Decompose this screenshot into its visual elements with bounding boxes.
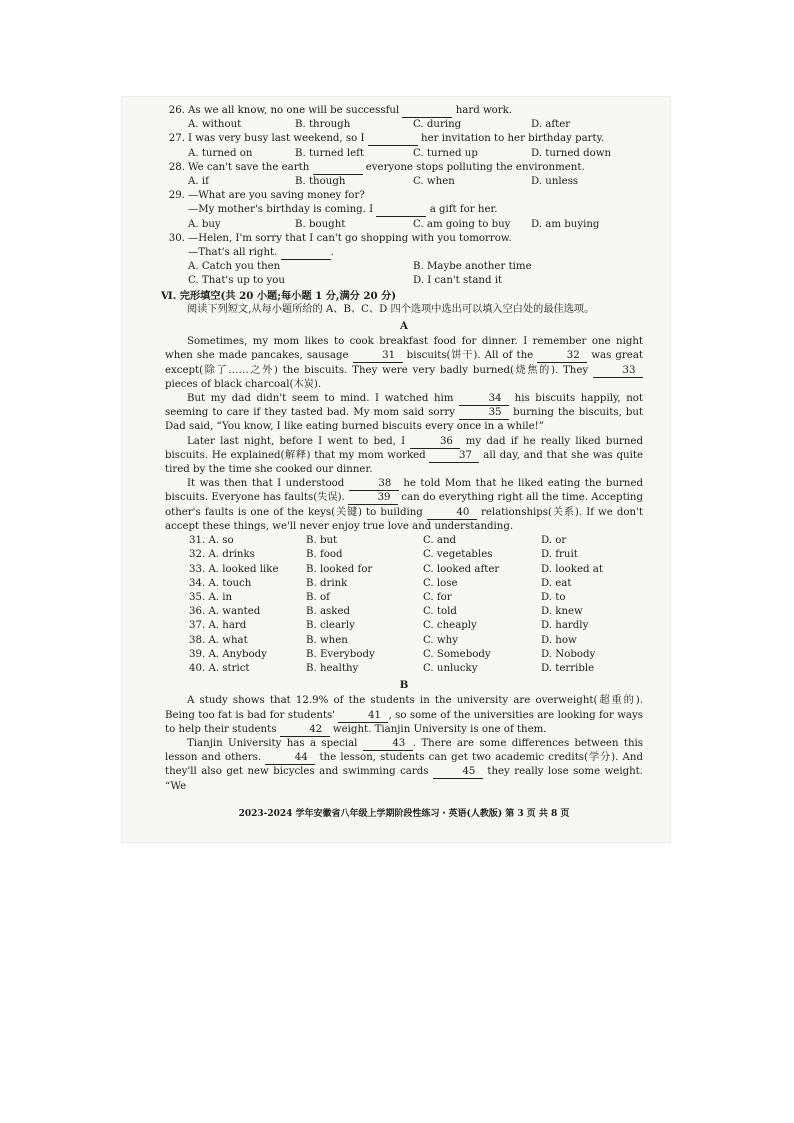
question-number: 28.	[168, 161, 185, 173]
option[interactable]: D. Nobody	[541, 648, 596, 660]
question-number: 26.	[168, 105, 185, 116]
cloze-blank[interactable]: 41	[338, 710, 388, 723]
passage-text: he told Mom that he liked eating the burned biscuits. Everyone has faults(失误).	[165, 478, 643, 504]
option[interactable]: 32. A. drinks	[189, 549, 255, 561]
option[interactable]: C. turned up	[413, 147, 478, 159]
cloze-option-row	[165, 634, 643, 648]
question-29	[165, 189, 643, 232]
cloze-option-row	[165, 577, 643, 591]
passage-text: the lesson, students can get two academic credits(学分). And they'll also get new bicycles and swimming cards	[165, 752, 643, 778]
question-number: 30.	[168, 232, 185, 244]
option[interactable]: C. am going to buy	[413, 218, 511, 230]
option[interactable]: D. unless	[531, 176, 579, 188]
option[interactable]: C. for	[423, 591, 452, 603]
passage-text: burning the biscuits, but Dad said, “You know, I like eating burned biscuits every once in a while!”	[165, 407, 643, 433]
option[interactable]: B. but	[306, 535, 338, 547]
option[interactable]: D. knew	[541, 606, 583, 618]
cloze-blank[interactable]: 44	[265, 752, 315, 765]
cloze-option-row	[165, 534, 643, 548]
option[interactable]: B. turned left	[295, 147, 364, 159]
option[interactable]: B. though	[295, 176, 346, 188]
option[interactable]: 35. A. in	[189, 591, 233, 603]
question-line: —What are you saving money for?	[188, 190, 365, 202]
section-instruction: 阅读下列短文,从每小题所给的 A、B、C、D 四个选项中选出可以填入空白处的最佳选项。	[187, 303, 595, 315]
cloze-blank[interactable]: 39	[348, 492, 398, 505]
question-line-2: —That's all right. .	[188, 247, 334, 259]
option[interactable]: D. am buying	[531, 218, 600, 230]
option[interactable]: B. healthy	[306, 662, 359, 674]
passage-text: weight. Tianjin University is one of them.	[329, 723, 547, 735]
option[interactable]: C. That's up to you	[188, 275, 285, 287]
question-number: 29.	[168, 190, 185, 202]
passage-text: relationships(关系). If we don't accept these things, we'll never enjoy true love and understanding.	[165, 506, 643, 532]
exam-page	[161, 104, 644, 794]
passage-text: , so some of the universities are looking for ways to help their students	[165, 709, 643, 735]
cloze-option-row	[165, 662, 643, 676]
option[interactable]: A. Catch you then	[188, 261, 281, 273]
option[interactable]: D. turned down	[531, 147, 612, 159]
passage-text: pieces of black charcoal(木炭).	[165, 378, 322, 390]
passage-text: my dad if he really liked burned biscuits. He explained(解释) that my mom worked	[165, 435, 643, 461]
option[interactable]: 39. A. Anybody	[189, 648, 267, 660]
multiple-choice-block	[165, 104, 643, 189]
answer-blank[interactable]	[402, 105, 452, 118]
answer-blank[interactable]	[368, 133, 418, 146]
option[interactable]: B. of	[306, 591, 330, 603]
passage-paragraph	[165, 694, 643, 737]
cloze-blank[interactable]: 37	[429, 450, 479, 463]
option[interactable]: C. unlucky	[423, 662, 478, 674]
cloze-option-row	[165, 619, 643, 633]
cloze-option-row	[165, 605, 643, 619]
option[interactable]: D. how	[541, 634, 577, 646]
option[interactable]: B. Maybe another time	[413, 261, 532, 273]
cloze-blank[interactable]: 40	[427, 507, 477, 520]
option[interactable]: B. when	[306, 634, 348, 646]
option[interactable]: D. or	[541, 535, 567, 547]
cloze-blank[interactable]: 32	[537, 350, 587, 363]
cloze-blank[interactable]: 42	[280, 724, 330, 737]
option[interactable]: C. when	[413, 176, 455, 188]
answer-options	[165, 260, 643, 288]
question-28	[165, 161, 643, 189]
option[interactable]: C. lose	[423, 577, 458, 589]
cloze-option-row	[165, 591, 643, 605]
option[interactable]: D. fruit	[541, 549, 578, 561]
option[interactable]: D. I can't stand it	[413, 275, 503, 287]
option[interactable]: C. vegetables	[423, 549, 493, 561]
option[interactable]: B. looked for	[306, 563, 373, 575]
cloze-blank[interactable]: 43	[363, 738, 413, 751]
passage-text: It was then that I understood	[187, 478, 349, 490]
cloze-blank[interactable]: 45	[433, 766, 483, 779]
cloze-blank[interactable]: 33	[593, 365, 643, 378]
passage-text: his biscuits happily, not seeming to care if they tasted bad. My mom said sorry	[165, 393, 643, 419]
passage-text: was great except(除了……之外) the biscuits. They were very badly burned(烧焦的). They	[165, 350, 643, 376]
option[interactable]: D. hardly	[541, 620, 589, 632]
option[interactable]: B. asked	[306, 606, 350, 618]
option[interactable]: C. and	[423, 535, 457, 547]
option[interactable]: D. terrible	[541, 662, 595, 674]
option[interactable]: A. turned on	[188, 147, 253, 159]
cloze-blank[interactable]: 38	[349, 478, 399, 491]
option[interactable]: A. if	[188, 176, 209, 188]
passage-text: Later last night, before I went to bed, I	[187, 435, 411, 447]
cloze-blank[interactable]: 36	[410, 436, 460, 449]
option[interactable]: C. during	[413, 119, 462, 131]
question-stem: I was very busy last weekend, so I her invitation to her birthday party.	[188, 133, 605, 145]
passage-paragraph	[165, 335, 643, 392]
option[interactable]: 33. A. looked like	[189, 563, 279, 575]
option[interactable]: D. to	[541, 591, 566, 603]
passage-text: A study shows that 12.9% of the students in the university are overweight(超重的). Being too fat is bad for students'	[165, 695, 643, 721]
option[interactable]: D. eat	[541, 577, 572, 589]
option[interactable]: D. after	[531, 119, 571, 131]
cloze-blank[interactable]: 31	[353, 350, 403, 363]
option[interactable]: B. through	[295, 119, 351, 131]
option[interactable]: 38. A. what	[189, 634, 248, 646]
passage-text: can do everything right all the time. Accepting other's faults is one of the keys(关键) to building	[165, 492, 644, 518]
answer-options	[165, 118, 643, 132]
question-stem: We can't save the earth everyone stops polluting the environment.	[188, 161, 585, 173]
option[interactable]: 36. A. wanted	[189, 606, 261, 618]
question-stem: As we all know, no one will be successful hard work.	[188, 105, 513, 116]
option[interactable]: 34. A. touch	[189, 577, 252, 589]
passage-text: Sometimes, my mom likes to cook breakfast food for dinner. I remember one night when she made pancakes, sausage	[165, 336, 643, 362]
answer-options	[165, 175, 643, 189]
option[interactable]: B. Everybody	[306, 648, 375, 660]
option[interactable]: A. without	[188, 119, 242, 131]
passage-text: Tianjin University has a special	[187, 737, 363, 749]
passage-paragraph	[165, 392, 643, 435]
question-line: —Helen, I'm sorry that I can't go shopping with you tomorrow.	[188, 232, 512, 244]
section-heading: Ⅵ. 完形填空(共 20 小题;每小题 1 分,满分 20 分)	[161, 289, 397, 302]
passage-text: But my dad didn't seem to mind. I watched him	[187, 393, 460, 405]
answer-blank[interactable]	[376, 204, 426, 217]
question-line-2: —My mother's birthday is coming. I a gift for her.	[188, 204, 498, 216]
option[interactable]: C. told	[423, 606, 457, 618]
option[interactable]: A. buy	[188, 218, 221, 230]
passage-text: biscuits(饼干). All of the	[402, 350, 538, 362]
option[interactable]: B. bought	[295, 218, 346, 230]
option[interactable]: 40. A. strict	[189, 662, 250, 674]
answer-blank[interactable]	[313, 162, 363, 175]
passage-text: . There are some differences between this lesson and others.	[165, 737, 643, 764]
passage-label: A	[400, 320, 408, 333]
page-footer: 2023-2024 学年安徽省八年级上学期阶段性练习・英语(人教版) 第 3 页 共 8 页	[238, 809, 570, 819]
option[interactable]: C. Somebody	[423, 648, 491, 660]
option[interactable]: 31. A. so	[189, 535, 234, 547]
option[interactable]: D. looked at	[541, 563, 603, 575]
cloze-option-row	[165, 548, 643, 562]
answer-options	[165, 218, 643, 232]
option[interactable]: C. cheaply	[423, 620, 477, 632]
cloze-blank[interactable]: 35	[459, 407, 509, 420]
question-26	[165, 104, 643, 132]
cloze-blank[interactable]: 34	[459, 393, 509, 406]
cloze-options-table	[165, 534, 643, 676]
cloze-option-row	[165, 648, 643, 662]
passage-paragraph	[165, 435, 643, 478]
question-27	[165, 132, 643, 160]
option[interactable]: B. food	[306, 549, 343, 561]
option[interactable]: B. clearly	[306, 620, 355, 632]
option[interactable]: C. looked after	[423, 563, 500, 575]
option[interactable]: C. why	[423, 634, 458, 646]
question-number: 27.	[168, 133, 185, 145]
option[interactable]: B. drink	[306, 577, 348, 589]
passage-paragraph	[165, 737, 643, 794]
option[interactable]: 37. A. hard	[189, 620, 247, 632]
answer-options	[165, 147, 643, 161]
passage-text: they really lose some weight. “We	[165, 766, 643, 792]
passage-label: B	[399, 679, 409, 692]
cloze-option-row	[165, 563, 643, 577]
question-30	[165, 232, 643, 289]
passage-text: all day, and that she was quite tired by the time she cooked our dinner.	[165, 449, 643, 476]
answer-blank[interactable]	[281, 247, 331, 260]
passage-paragraph	[165, 477, 643, 534]
